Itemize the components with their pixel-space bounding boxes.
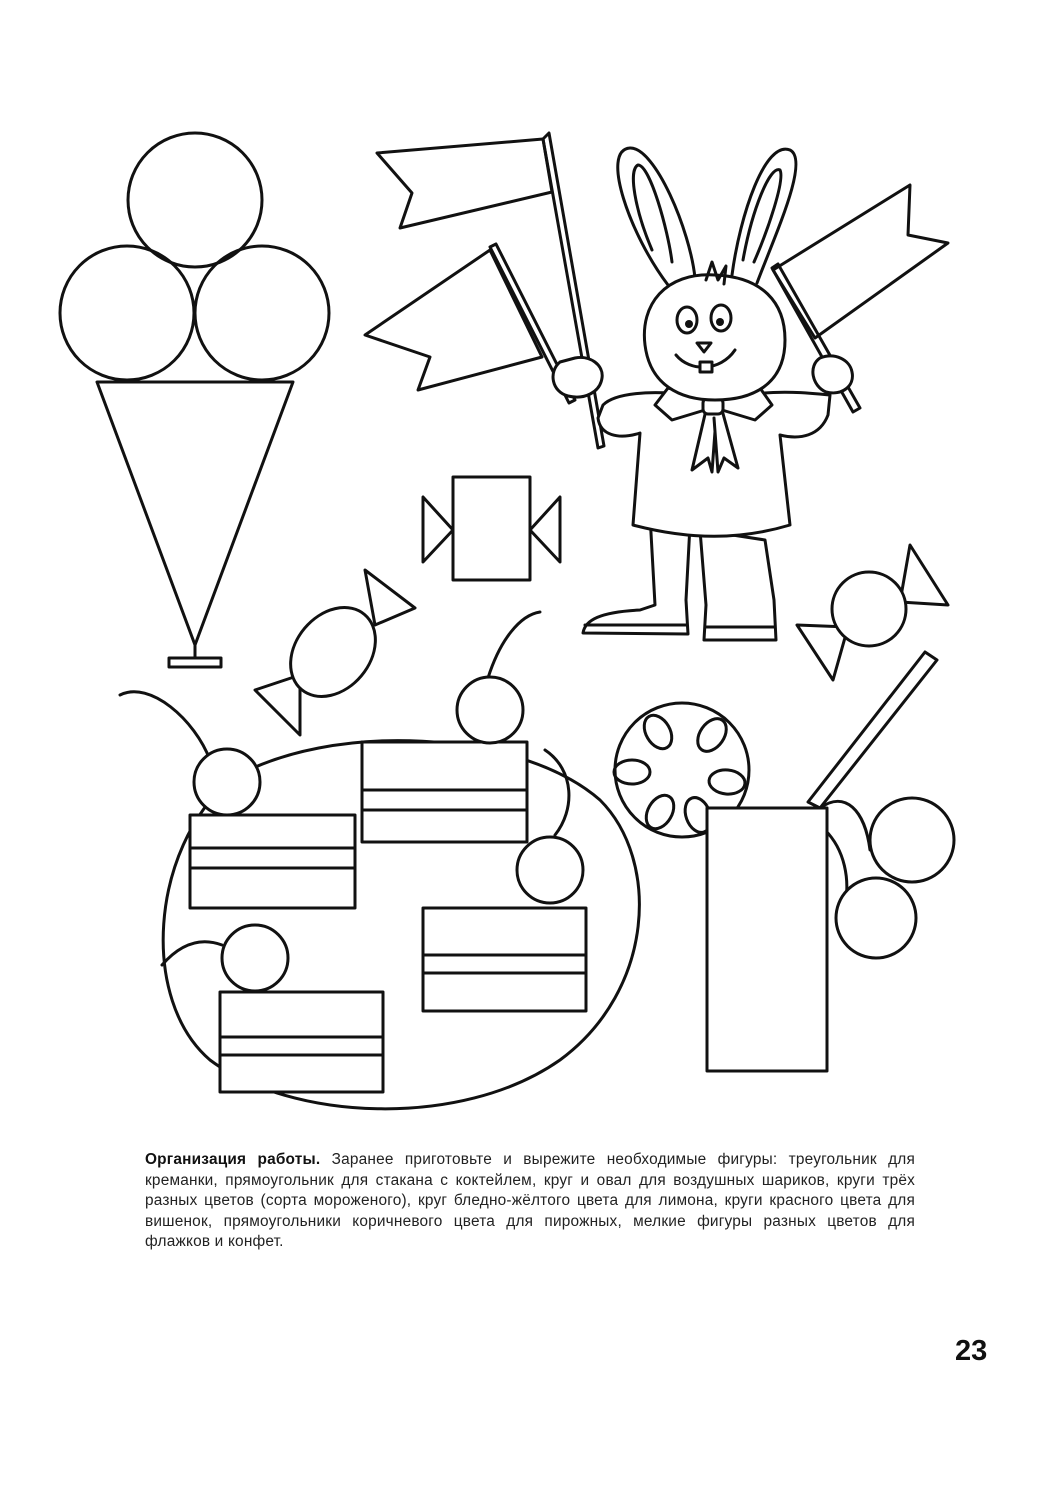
candy-body <box>453 477 530 580</box>
bunny <box>553 148 852 640</box>
flag-banner <box>773 185 948 338</box>
candy-body <box>832 572 906 646</box>
cherry-stem <box>488 612 540 678</box>
page-number: 23 <box>955 1335 988 1367</box>
cherry-top <box>870 798 954 882</box>
caption-lead: Организация работы. <box>145 1151 321 1168</box>
cherry <box>517 837 583 903</box>
bunny-hand-right <box>813 356 853 393</box>
flag-banner <box>377 139 552 228</box>
cake-body <box>190 815 355 908</box>
bunny-ear-left <box>618 148 695 285</box>
ice-cream-base <box>169 658 221 667</box>
cocktail <box>614 652 954 1071</box>
candy-wrapper-bottom <box>255 675 300 735</box>
cherry <box>457 677 523 743</box>
bunny-tooth <box>700 362 712 372</box>
ice-cream-scoop-right <box>195 246 329 380</box>
ice-cream-cone-triangle <box>97 382 293 645</box>
ice-cream-scoop-left <box>60 246 194 380</box>
cocktail-straw <box>808 652 937 808</box>
cherry-bottom <box>836 878 916 958</box>
candy-oval-left <box>255 570 415 735</box>
candy-wrapper-right <box>530 497 560 562</box>
cake-body <box>423 908 586 1011</box>
bunny-leg-right <box>700 530 776 640</box>
ice-cream <box>60 133 329 667</box>
cake-body <box>362 742 527 842</box>
cherry <box>222 925 288 991</box>
candy-square <box>423 477 560 580</box>
flag-left-lower <box>365 244 575 403</box>
cherry <box>194 749 260 815</box>
caption-text: Заранее приготовьте и вырежите необходимые фигуры: треугольник для креманки, прямоугольник для стакана с коктейлем, круг и овал для воздушных шариков, круги трёх разных цветов (сорта мороженого), круг бледно-жёлтого цвета для лимона, круги красного цвета для вишенок, прямоугольники коричневого цвета для пирожных, мелкие фигуры разных цветов для флажков и конфет. <box>145 1151 915 1250</box>
candy-wrapper-left <box>423 497 453 562</box>
instruction-caption <box>145 1150 915 1253</box>
bunny-head <box>644 275 785 400</box>
cocktail-glass <box>707 808 827 1071</box>
flag-banner <box>365 250 542 390</box>
cake-body <box>220 992 383 1092</box>
bunny-hand-left <box>553 357 602 397</box>
candy-wrapper-top <box>365 570 415 625</box>
candy-body <box>273 591 393 714</box>
flag-right <box>772 185 948 412</box>
cake-middle-top <box>362 612 540 842</box>
ice-cream-scoop-top <box>128 133 262 267</box>
cherry-stem <box>120 692 210 760</box>
candy-wrapper-right <box>900 545 948 605</box>
